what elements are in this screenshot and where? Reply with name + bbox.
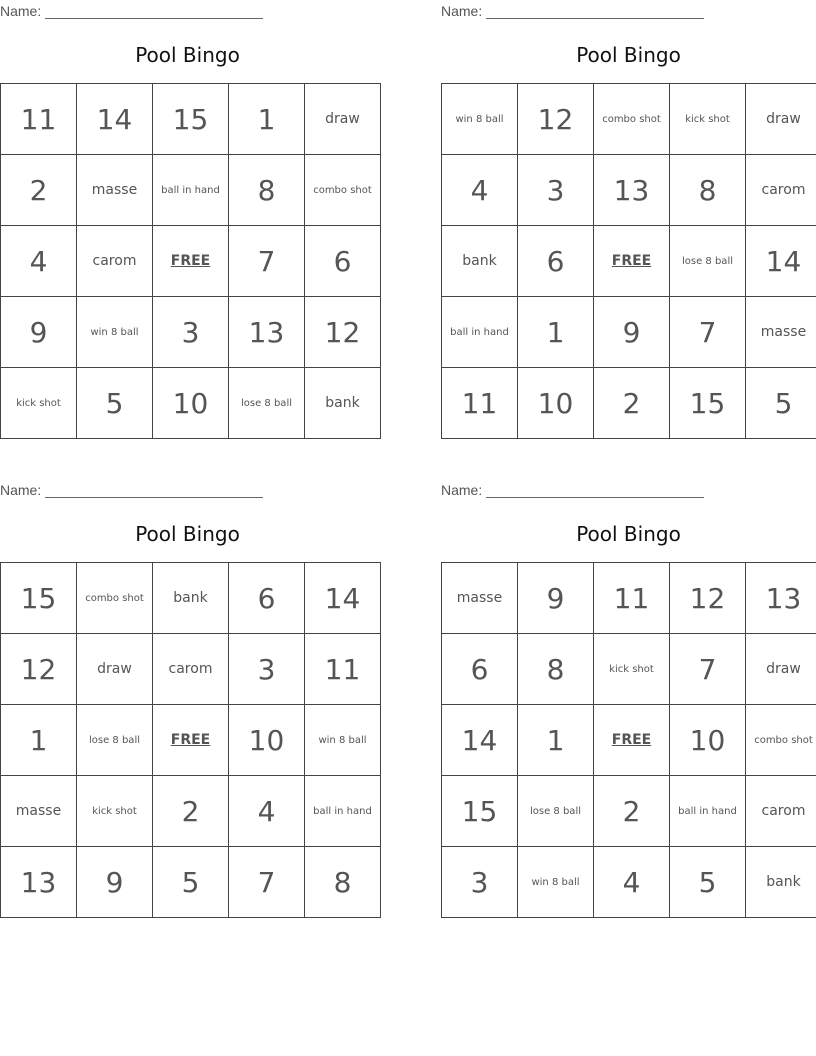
name-label: Name:: [0, 482, 42, 498]
bingo-cell-number[interactable]: 1: [518, 705, 594, 776]
bingo-cell-number[interactable]: 8: [518, 634, 594, 705]
bingo-cell-number[interactable]: 1: [518, 297, 594, 368]
bingo-cell-term[interactable]: carom: [746, 776, 816, 847]
card-title: Pool Bingo: [135, 522, 240, 546]
bingo-cell-term[interactable]: combo shot: [594, 84, 670, 155]
grid-row: [1, 634, 381, 705]
bingo-cell-number[interactable]: 5: [77, 368, 153, 439]
bingo-cell-number[interactable]: 10: [518, 368, 594, 439]
bingo-cell-number[interactable]: 3: [153, 297, 229, 368]
bingo-card: [0, 0, 375, 440]
card-title: Pool Bingo: [576, 522, 681, 546]
bingo-cell-term[interactable]: ball in hand: [442, 297, 518, 368]
bingo-cell-number[interactable]: 13: [1, 847, 77, 918]
bingo-cell-term[interactable]: bank: [746, 847, 816, 918]
grid-row: [442, 705, 816, 776]
grid-row: [1, 84, 381, 155]
grid-row: [442, 226, 816, 297]
bingo-cell-number[interactable]: 9: [518, 563, 594, 634]
bingo-cell-term[interactable]: masse: [1, 776, 77, 847]
bingo-cell-term[interactable]: lose 8 ball: [518, 776, 594, 847]
bingo-cell-term[interactable]: masse: [77, 155, 153, 226]
name-blank[interactable]: [486, 4, 704, 19]
grid-row: [1, 155, 381, 226]
bingo-cell-number[interactable]: 12: [670, 563, 746, 634]
name-blank[interactable]: [45, 4, 263, 19]
bingo-grid: [441, 83, 816, 439]
bingo-cell-number[interactable]: 2: [594, 368, 670, 439]
name-line: [0, 482, 263, 498]
bingo-cell-term[interactable]: win 8 ball: [518, 847, 594, 918]
bingo-cell-number[interactable]: 15: [670, 368, 746, 439]
bingo-cell-number[interactable]: 2: [594, 776, 670, 847]
bingo-cell-number[interactable]: 4: [229, 776, 305, 847]
name-blank[interactable]: [486, 483, 704, 498]
bingo-cell-number[interactable]: 4: [594, 847, 670, 918]
bingo-cell-number[interactable]: 6: [442, 634, 518, 705]
name-blank[interactable]: [45, 483, 263, 498]
bingo-cell-number[interactable]: 4: [442, 155, 518, 226]
card-title: Pool Bingo: [576, 43, 681, 67]
bingo-cell-number[interactable]: 2: [1, 155, 77, 226]
bingo-cell-number[interactable]: 8: [305, 847, 381, 918]
bingo-cell-number[interactable]: 14: [746, 226, 816, 297]
bingo-cell-term[interactable]: kick shot: [670, 84, 746, 155]
bingo-cell-number[interactable]: 11: [1, 84, 77, 155]
bingo-card: [441, 0, 816, 440]
bingo-cell-number[interactable]: 15: [1, 563, 77, 634]
grid-row: [442, 776, 816, 847]
bingo-cell-number[interactable]: 15: [442, 776, 518, 847]
bingo-cell-number[interactable]: 2: [153, 776, 229, 847]
grid-row: [1, 563, 381, 634]
bingo-cell-term[interactable]: lose 8 ball: [77, 705, 153, 776]
name-line: [441, 482, 704, 498]
bingo-cell-term[interactable]: kick shot: [77, 776, 153, 847]
bingo-cell-term[interactable]: draw: [305, 84, 381, 155]
bingo-cell-term[interactable]: lose 8 ball: [229, 368, 305, 439]
grid-row: [1, 226, 381, 297]
free-space[interactable]: FREE: [594, 705, 670, 776]
bingo-cell-term[interactable]: kick shot: [1, 368, 77, 439]
bingo-cell-number[interactable]: 8: [229, 155, 305, 226]
bingo-cell-number[interactable]: 3: [229, 634, 305, 705]
bingo-cell-term[interactable]: masse: [442, 563, 518, 634]
bingo-cell-number[interactable]: 3: [518, 155, 594, 226]
bingo-cell-number[interactable]: 5: [670, 847, 746, 918]
free-space[interactable]: FREE: [153, 705, 229, 776]
name-line: [441, 3, 704, 19]
bingo-cell-number[interactable]: 13: [746, 563, 816, 634]
card-title: Pool Bingo: [135, 43, 240, 67]
bingo-cell-term[interactable]: masse: [746, 297, 816, 368]
bingo-cell-number[interactable]: 10: [670, 705, 746, 776]
bingo-cell-number[interactable]: 15: [153, 84, 229, 155]
bingo-cell-term[interactable]: ball in hand: [305, 776, 381, 847]
bingo-cell-number[interactable]: 12: [1, 634, 77, 705]
bingo-cell-term[interactable]: carom: [746, 155, 816, 226]
bingo-cell-term[interactable]: ball in hand: [153, 155, 229, 226]
bingo-cell-number[interactable]: 3: [442, 847, 518, 918]
bingo-cell-number[interactable]: 6: [518, 226, 594, 297]
name-label: Name:: [0, 3, 42, 19]
bingo-grid: [0, 562, 381, 918]
grid-row: [1, 297, 381, 368]
bingo-cell-term[interactable]: win 8 ball: [305, 705, 381, 776]
bingo-cell-number[interactable]: 13: [594, 155, 670, 226]
grid-row: [442, 84, 816, 155]
bingo-cell-number[interactable]: 11: [442, 368, 518, 439]
bingo-cell-number[interactable]: 9: [77, 847, 153, 918]
bingo-cell-number[interactable]: 4: [1, 226, 77, 297]
bingo-cell-term[interactable]: kick shot: [594, 634, 670, 705]
bingo-cell-term[interactable]: win 8 ball: [77, 297, 153, 368]
bingo-cell-number[interactable]: 14: [305, 563, 381, 634]
bingo-cell-term[interactable]: combo shot: [746, 705, 816, 776]
bingo-cell-number[interactable]: 6: [305, 226, 381, 297]
bingo-cell-number[interactable]: 7: [229, 226, 305, 297]
bingo-cell-term[interactable]: draw: [77, 634, 153, 705]
bingo-cell-term[interactable]: draw: [746, 84, 816, 155]
bingo-card: [0, 479, 375, 919]
bingo-cell-number[interactable]: 7: [670, 297, 746, 368]
grid-row: [442, 297, 816, 368]
grid-row: [442, 563, 816, 634]
bingo-cell-term[interactable]: carom: [153, 634, 229, 705]
bingo-grid: [0, 83, 381, 439]
bingo-cell-number[interactable]: 14: [77, 84, 153, 155]
bingo-cell-number[interactable]: 13: [229, 297, 305, 368]
bingo-cell-term[interactable]: bank: [305, 368, 381, 439]
free-space[interactable]: FREE: [153, 226, 229, 297]
grid-row: [442, 634, 816, 705]
bingo-cell-term[interactable]: lose 8 ball: [670, 226, 746, 297]
bingo-cell-number[interactable]: 7: [670, 634, 746, 705]
bingo-cell-term[interactable]: bank: [442, 226, 518, 297]
name-line: [0, 3, 263, 19]
bingo-cell-number[interactable]: 5: [746, 368, 816, 439]
name-label: Name:: [441, 482, 483, 498]
bingo-cell-number[interactable]: 9: [594, 297, 670, 368]
bingo-cell-term[interactable]: draw: [746, 634, 816, 705]
grid-row: [1, 368, 381, 439]
bingo-cell-number[interactable]: 11: [594, 563, 670, 634]
bingo-cell-number[interactable]: 14: [442, 705, 518, 776]
bingo-grid: [441, 562, 816, 918]
bingo-cell-number[interactable]: 5: [153, 847, 229, 918]
bingo-cell-number[interactable]: 10: [153, 368, 229, 439]
grid-row: [1, 705, 381, 776]
grid-row: [1, 776, 381, 847]
bingo-cell-term[interactable]: carom: [77, 226, 153, 297]
bingo-cell-term[interactable]: combo shot: [305, 155, 381, 226]
bingo-cell-number[interactable]: 10: [229, 705, 305, 776]
bingo-cell-number[interactable]: 6: [229, 563, 305, 634]
bingo-cell-term[interactable]: ball in hand: [670, 776, 746, 847]
bingo-cell-number[interactable]: 1: [229, 84, 305, 155]
bingo-cell-number[interactable]: 12: [518, 84, 594, 155]
grid-row: [442, 847, 816, 918]
name-label: Name:: [441, 3, 483, 19]
bingo-cell-number[interactable]: 12: [305, 297, 381, 368]
bingo-cell-term[interactable]: combo shot: [77, 563, 153, 634]
grid-row: [442, 155, 816, 226]
bingo-cell-number[interactable]: 9: [1, 297, 77, 368]
bingo-cell-number[interactable]: 11: [305, 634, 381, 705]
grid-row: [442, 368, 816, 439]
grid-row: [1, 847, 381, 918]
bingo-cell-number[interactable]: 1: [1, 705, 77, 776]
bingo-cell-term[interactable]: bank: [153, 563, 229, 634]
bingo-cell-number[interactable]: 8: [670, 155, 746, 226]
bingo-cell-term[interactable]: win 8 ball: [442, 84, 518, 155]
bingo-cell-number[interactable]: 7: [229, 847, 305, 918]
free-space[interactable]: FREE: [594, 226, 670, 297]
bingo-card: [441, 479, 816, 919]
